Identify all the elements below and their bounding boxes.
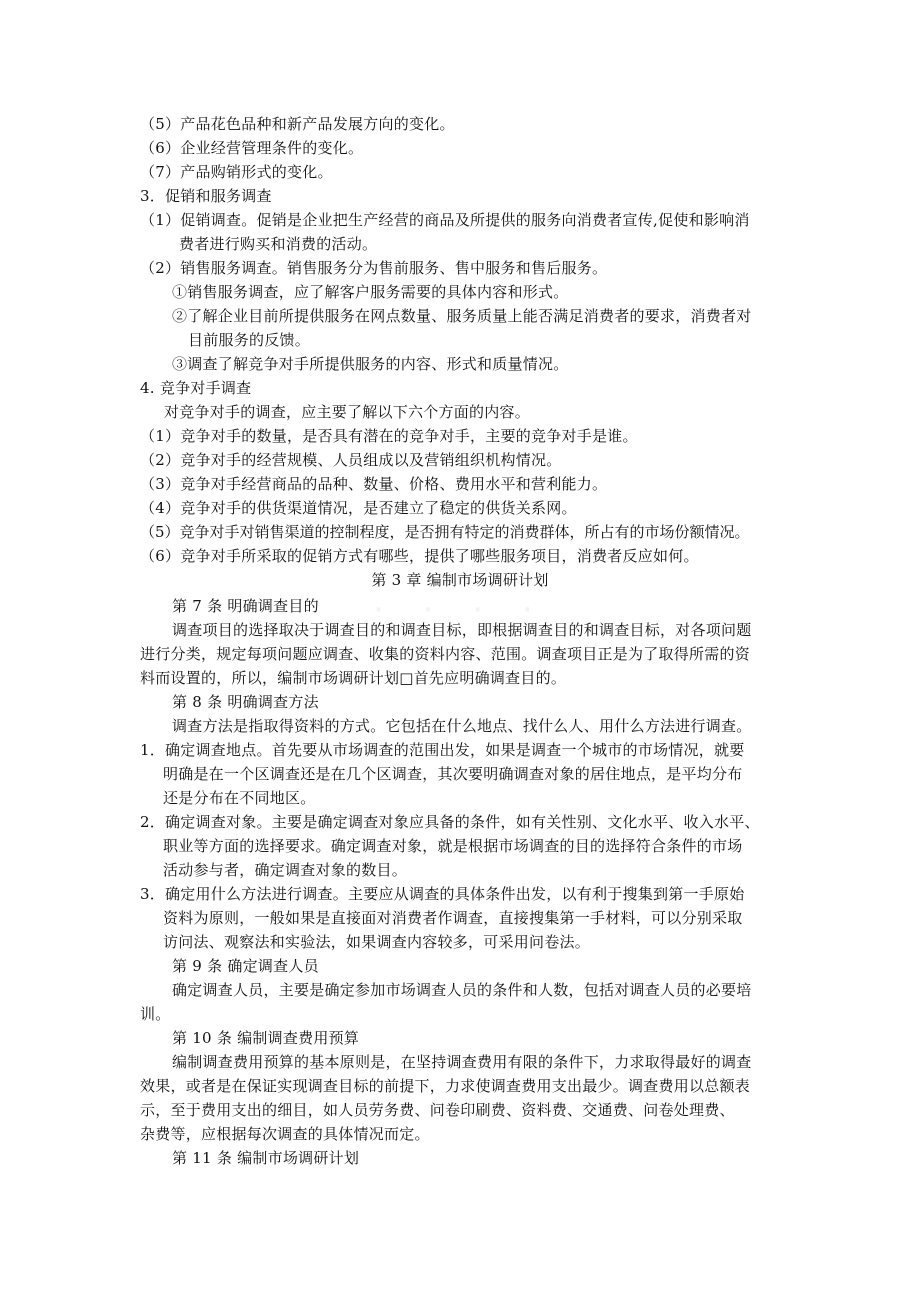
text-line: （2）销售服务调查。销售服务分为售前服务、售中服务和售后服务。 — [140, 259, 608, 277]
text-line: （1）促销调查。促销是企业把生产经营的商品及所提供的服务向消费者宣传,促使和影响消 — [140, 211, 750, 229]
text-line: 效果，或者是在保证实现调查目标的前提下，力求使调查费用支出最少。调查费用以总额表 — [140, 1077, 751, 1095]
text-line: 3．确定用什么方法进行调查。主要应从调查的具体条件出发，以有利于搜集到第一手原始 — [140, 885, 745, 903]
text-line: 2．确定调查对象。主要是确定调查对象应具备的条件，如有关性别、文化水平、收入水平、 — [140, 813, 760, 831]
chapter-title: 第 3 章 编制市场调研计划 — [371, 571, 549, 589]
text-line: 费者进行购买和消费的活动。 — [179, 235, 378, 253]
text-line: 还是分布在不同地区。 — [163, 789, 316, 807]
text-line: （1）竞争对手的数量，是否具有潜在的竞争对手，主要的竞争对手是谁。 — [140, 427, 638, 445]
article-heading: 第 7 条 明确调查目的 — [172, 597, 319, 615]
text-line: （6）企业经营管理条件的变化。 — [140, 139, 364, 157]
text-line: ②了解企业目前所提供服务在网点数量、服务质量上能否满足消费者的要求，消费者对 — [172, 307, 752, 325]
text-line: （2）竞争对手的经营规模、人员组成以及营销组织机构情况。 — [140, 451, 562, 469]
text-line: ③调查了解竞争对手所提供服务的内容、形式和质量情况。 — [172, 355, 569, 373]
text-line: 确定调查人员，主要是确定参加市场调查人员的条件和人数，包括对调查人员的必要培 — [172, 981, 752, 999]
text-line: （6）竞争对手所采取的促销方式有哪些，提供了哪些服务项目，消费者反应如何。 — [140, 547, 699, 565]
text-line: 示，至于费用支出的细目，如人员劳务费、问卷印刷费、资料费、交通费、问卷处理费、 — [140, 1101, 735, 1119]
article-heading: 第 9 条 确定调查人员 — [172, 957, 319, 975]
text-line: （7）产品购销形式的变化。 — [140, 163, 333, 181]
text-line: 杂费等，应根据每次调查的具体情况而定。 — [140, 1125, 430, 1143]
text-line: 训。 — [140, 1005, 171, 1023]
text-line: 资料为原则，一般如果是直接面对消费者作调查，直接搜集第一手材料，可以分别采取 — [163, 909, 743, 927]
article-heading: 第 10 条 编制调查费用预算 — [172, 1029, 360, 1047]
article-heading: 第 8 条 明确调查方法 — [172, 693, 319, 711]
section-heading: 3．促销和服务调查 — [140, 187, 272, 205]
text-line: 访问法、观察法和实验法，如果调查内容较多，可采用问卷法。 — [163, 933, 591, 951]
text-line: 明确是在一个区调查还是在几个区调查，其次要明确调查对象的居住地点，是平均分布 — [163, 765, 743, 783]
text-line: 调查方法是指取得资料的方式。它包括在什么地点、找什么人、用什么方法进行调查。 — [172, 717, 752, 735]
text-line: 进行分类，规定每项问题应调查、收集的资料内容、范围。调查项目正是为了取得所需的资 — [140, 645, 751, 663]
watermark: · · · · — [373, 590, 547, 630]
text-line: ①销售服务调查，应了解客户服务需要的具体内容和形式。 — [172, 283, 569, 301]
article-heading: 第 11 条 编制市场调研计划 — [172, 1149, 360, 1167]
text-line: 调查项目的选择取决于调查目的和调查目标，即根据调查目的和调查目标，对各项问题 — [172, 621, 752, 639]
text-line: 对竞争对手的调查，应主要了解以下六个方面的内容。 — [164, 403, 531, 421]
text-line: 目前服务的反馈。 — [188, 331, 311, 349]
text-line: 编制调查费用预算的基本原则是，在坚持调查费用有限的条件下，力求取得最好的调查 — [172, 1053, 752, 1071]
text-line: 料而设置的，所以，编制市场调研计划□首先应明确调查目的。 — [140, 669, 567, 687]
text-line: （5）竞争对手对销售渠道的控制程度，是否拥有特定的消费群体，所占有的市场份额情况。 — [140, 523, 750, 541]
text-line: （5）产品花色品种和新产品发展方向的变化。 — [140, 115, 455, 133]
section-heading: 4. 竞争对手调查 — [140, 379, 252, 397]
text-line: （4）竞争对手的供货渠道情况，是否建立了稳定的供货关系网。 — [140, 499, 577, 517]
text-line: 活动参与者，确定调查对象的数目。 — [163, 861, 408, 879]
text-line: 职业等方面的选择要求。确定调查对象，就是根据市场调查的目的选择符合条件的市场 — [163, 837, 743, 855]
text-line: 1．确定调查地点。首先要从市场调查的范围出发，如果是调查一个城市的市场情况，就要 — [140, 741, 745, 759]
text-line: （3）竞争对手经营商品的品种、数量、价格、费用水平和营利能力。 — [140, 475, 608, 493]
